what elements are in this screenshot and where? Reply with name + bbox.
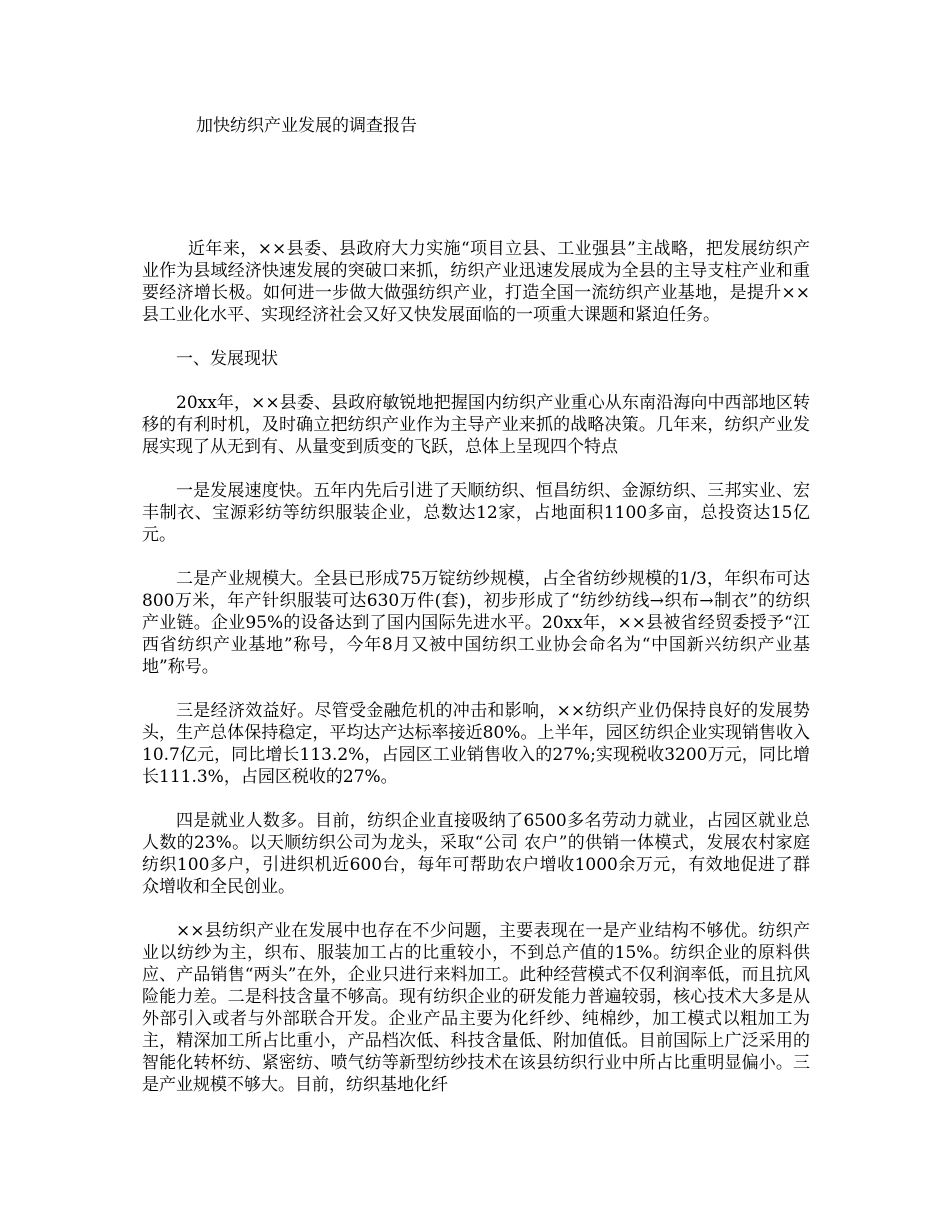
scale-paragraph: 二是产业规模大。全县已形成75万锭纺纱规模，占全省纺纱规模的1/3，年织布可达800万米，年产针织服装可达630万件(套)，初步形成了“纺纱纺线→织布→制衣”的纺织产业链。企业95%的设备达到了国内国际先进水平。20xx年，××县被省经贸委授予“江西省纺织产业基地”称号，今年8月又被中国纺织工业协会命名为“中国新兴纺织产业基地”称号。 — [142, 569, 810, 677]
intro-paragraph: 近年来，××县委、县政府大力实施“项目立县、工业强县”主战略，把发展纺织产业作为县域经济快速发展的突破口来抓，纺织产业迅速发展成为全县的主导支柱产业和重要经济增长极。如何进一步做大做强纺织产业，打造全国一流纺织产业基地，是提升××县工业化水平、实现经济社会又好又快发展面临的一项重大课题和紧迫任务。 — [142, 239, 810, 325]
employment-paragraph: 四是就业人数多。目前，纺织企业直接吸纳了6500多名劳动力就业，占园区就业总人数的23%。以天顺纺织公司为龙头，采取“公司 农户”的供销一体模式，发展农村家庭纺织100多户，引进织机近600台，每年可帮助农户增收1000余万元，有效地促进了群众增收和全民创业。 — [142, 811, 810, 897]
document-body — [142, 238, 810, 1096]
problems-paragraph: ××县纺织产业在发展中也存在不少问题，主要表现在一是产业结构不够优。纺织产业以纺纱为主，织布、服装加工占的比重较小，不到总产值的15%。纺织企业的原料供应、产品销售“两头”在外，企业只进行来料加工。此种经营模式不仅利润率低，而且抗风险能力差。二是科技含量不够高。现有纺织企业的研发能力普遍较弱，核心技术大多是从外部引入或者与外部联合开发。企业产品主要为化纤纱、纯棉纱，加工模式以粗加工为主，精深加工所占比重小，产品档次低、科技含量低、附加值低。目前国际上广泛采用的智能化转杯纺、紧密纺、喷气纺等新型纺纱技术在该县纺织行业中所占比重明显偏小。三是产业规模不够大。目前，纺织基地化纤 — [142, 921, 810, 1095]
benefit-paragraph: 三是经济效益好。尽管受金融危机的冲击和影响，××纺织产业仍保持良好的发展势头，生产总体保持稳定，平均达产达标率接近80%。上半年，园区纺织企业实现销售收入10.7亿元，同比增长113.2%，占园区工业销售收入的27%;实现税收3200万元，同比增长111.3%，占园区税收的27%。 — [142, 701, 810, 787]
speed-paragraph: 一是发展速度快。五年内先后引进了天顺纺织、恒昌纺织、金源纺织、三邦实业、宏丰制衣、宝源彩纺等纺织服装企业，总数达12家，占地面积1100多亩，总投资达15亿元。 — [142, 481, 810, 545]
document-title: 加快纺织产业发展的调查报告 — [196, 116, 417, 136]
section-heading: 一、发展现状 — [176, 349, 278, 369]
status-paragraph: 20xx年，××县委、县政府敏锐地把握国内纺织产业重心从东南沿海向中西部地区转移的有利时机，及时确立把纺织产业作为主导产业来抓的战略决策。几年来，纺织产业发展实现了从无到有、从量变到质变的飞跃，总体上呈现四个特点 — [142, 393, 810, 457]
